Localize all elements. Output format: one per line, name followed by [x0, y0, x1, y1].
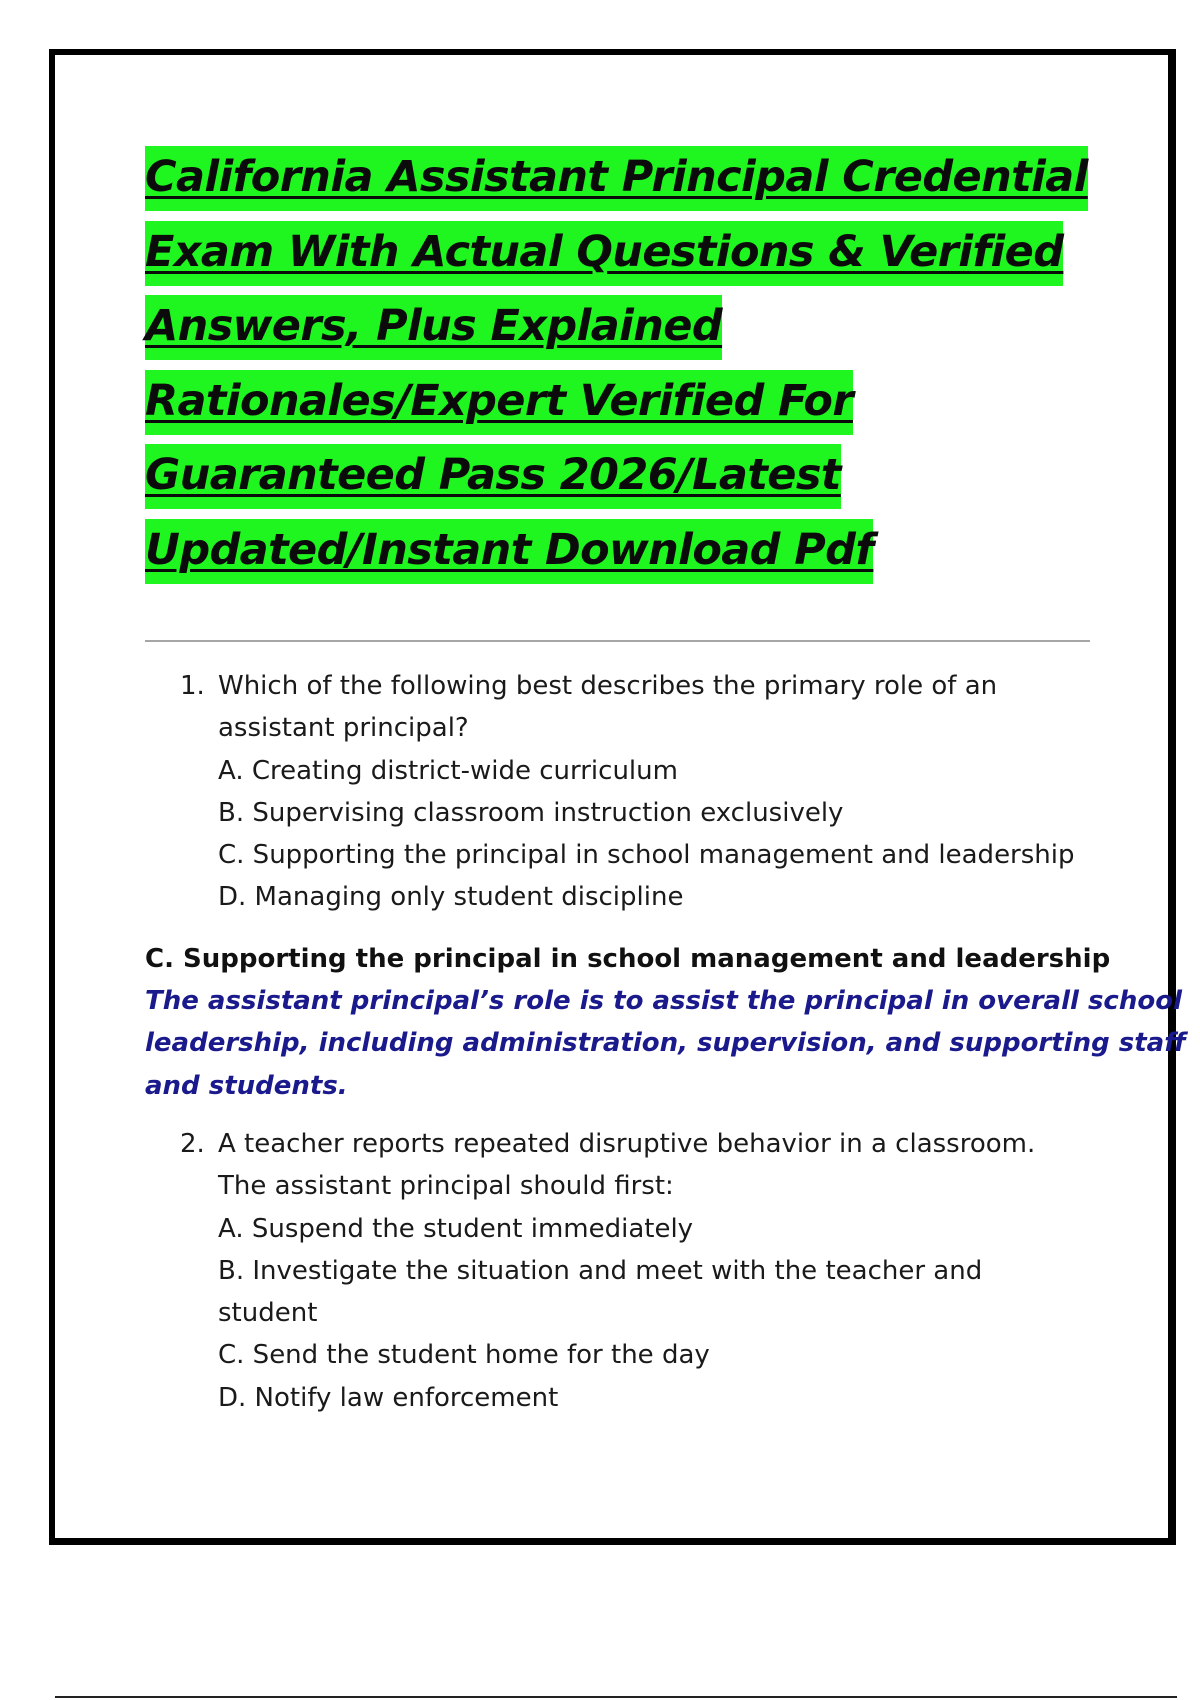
question-1 [145, 665, 1090, 919]
question-number: 2. [180, 1129, 205, 1159]
answer-option-c: C. Supporting the principal in school management and leadership [218, 840, 1075, 871]
next-page-edge [55, 1696, 1177, 1698]
question-stem [145, 665, 1090, 707]
answer-option-b: B. Investigate the situation and meet with the teacher and [218, 1255, 983, 1286]
document-title [145, 140, 1090, 587]
answer-option-d: D. Notify law enforcement [218, 1382, 559, 1413]
answer-option-d: D. Managing only student discipline [218, 882, 684, 913]
question-text-line: The assistant principal should first: [218, 1171, 674, 1202]
document-header [145, 140, 1090, 587]
rationale-line: leadership, including administration, supervision, and supporting staff [145, 1028, 1186, 1059]
correct-answer: C. Supporting the principal in school management and leadership [145, 944, 1111, 974]
answer-option-a: A. Creating district-wide curriculum [218, 755, 678, 786]
title-line: Guaranteed Pass 2026/Latest [145, 444, 841, 509]
title-line: California Assistant Principal Credential [145, 146, 1088, 211]
answer-option-a: A. Suspend the student immediately [218, 1213, 694, 1244]
question-stem [145, 1123, 1090, 1165]
question-2 [145, 1123, 1090, 1419]
answer-option-b: B. Supervising classroom instruction exclusively [218, 797, 844, 828]
question-text-line: assistant principal? [218, 713, 469, 744]
question-number: 1. [180, 671, 205, 701]
horizontal-divider [145, 640, 1090, 642]
answer-option-c: C. Send the student home for the day [218, 1340, 710, 1371]
title-line: Answers, Plus Explained [145, 295, 722, 360]
rationale-line: and students. [145, 1070, 348, 1101]
title-line: Rationales/Expert Verified For [145, 370, 853, 435]
question-text-line: A teacher reports repeated disruptive behavior in a classroom. [218, 1129, 1036, 1159]
title-line: Updated/Instant Download Pdf [145, 519, 873, 584]
answer-explanation-1 [145, 938, 1186, 1107]
rationale-line: The assistant principal’s role is to assist the principal in overall school [145, 986, 1182, 1016]
answer-option-b-continued: student [218, 1298, 318, 1329]
question-text-line: Which of the following best describes the primary role of an [218, 671, 998, 701]
title-line: Exam With Actual Questions & Verified [145, 221, 1063, 286]
